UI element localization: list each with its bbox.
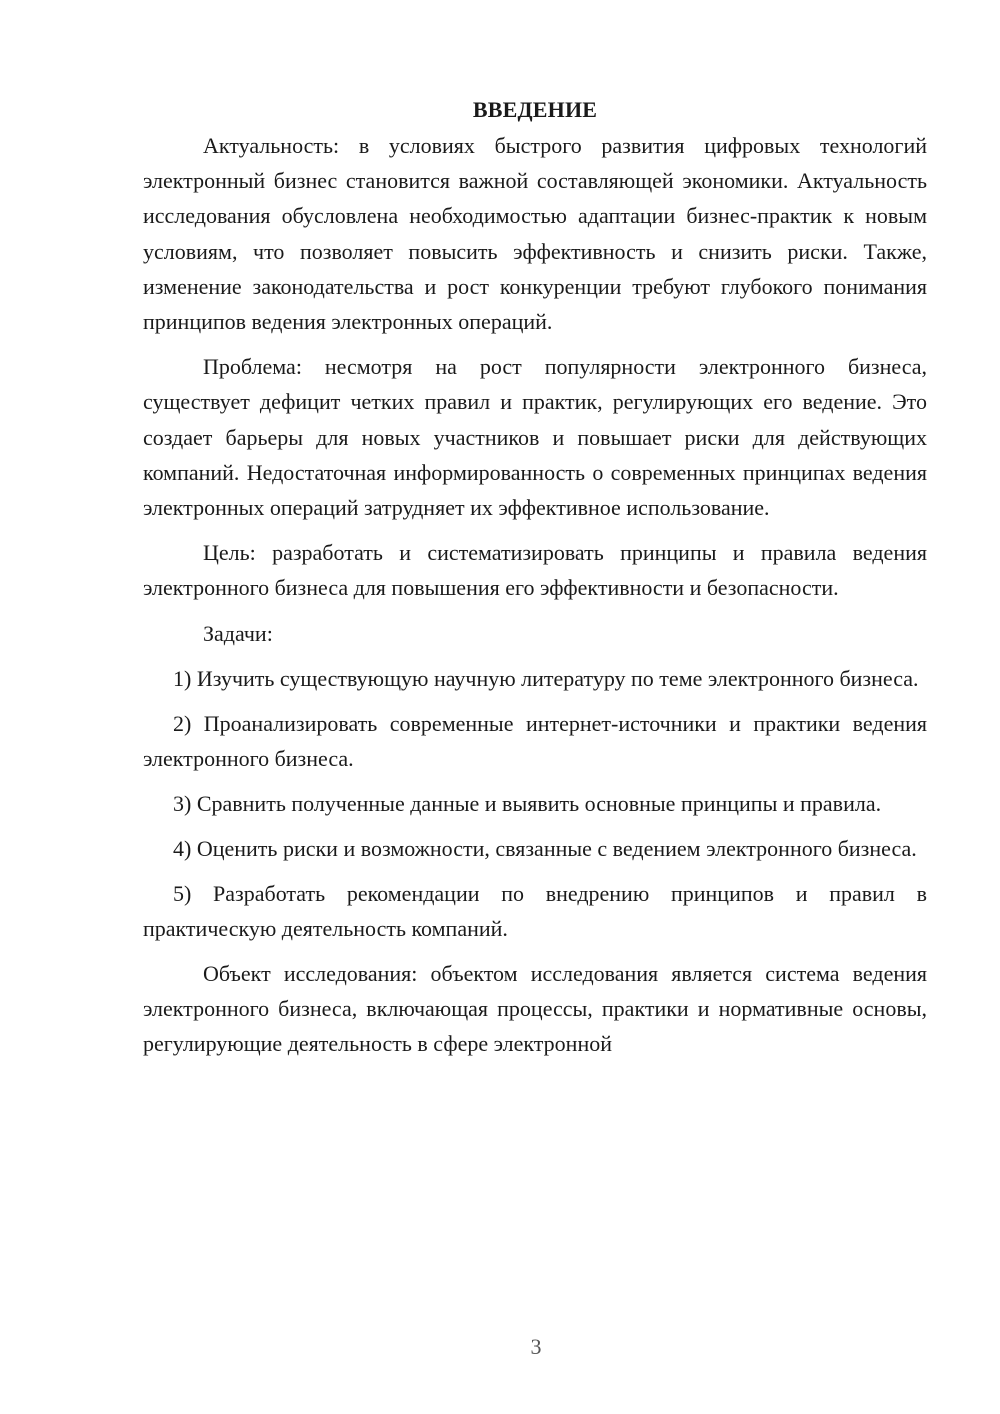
task-item-4: 4) Оценить риски и возможности, связанные с ведением электронного бизнеса. (173, 835, 917, 861)
task-item-2: 2) Проанализировать современные интернет-источники и практики ведения электронного бизнеса. (143, 710, 927, 771)
task-item-1: 1) Изучить существующую научную литературу по теме электронного бизнеса. (173, 665, 919, 691)
paragraph-goal: Цель: разработать и систематизировать принципы и правила ведения электронного бизнеса для повышения его эффективности и безопасности. (143, 540, 927, 601)
tasks-label: Задачи: (203, 620, 273, 646)
paragraph-object: Объект исследования: объектом исследования является система ведения электронного бизнеса, включающая процессы, практики и нормативные основы, регулирующие деятельность в сфере электронной (143, 960, 927, 1057)
task-item-3: 3) Сравнить полученные данные и выявить основные принципы и правила. (173, 790, 882, 816)
page-number: 3 (530, 1334, 542, 1359)
paragraph-relevance: Актуальность: в условиях быстрого развития цифровых технологий электронный бизнес становится важной составляющей экономики. Актуальность исследования обусловлена необходимостью адаптации бизнес-практик к новым условиям, что позволяет повысить эффективность и снизить риски. Также, изменение законодательства и рост конкуренции требуют глубокого понимания принципов ведения электронных операций. (143, 133, 927, 335)
paragraph-problem: Проблема: несмотря на рост популярности электронного бизнеса, существует дефицит четких правил и практик, регулирующих его ведение. Это создает барьеры для новых участников и повышает риски для действующих компаний. Недостаточная информированность о современных принципах ведения электронных операций затрудняет их эффективное использование. (143, 354, 927, 521)
task-item-5: 5) Разработать рекомендации по внедрению принципов и правил в практическую деятельность компаний. (143, 880, 927, 941)
section-title: ВВЕДЕНИЕ (472, 97, 598, 122)
document-page (143, 92, 927, 1071)
